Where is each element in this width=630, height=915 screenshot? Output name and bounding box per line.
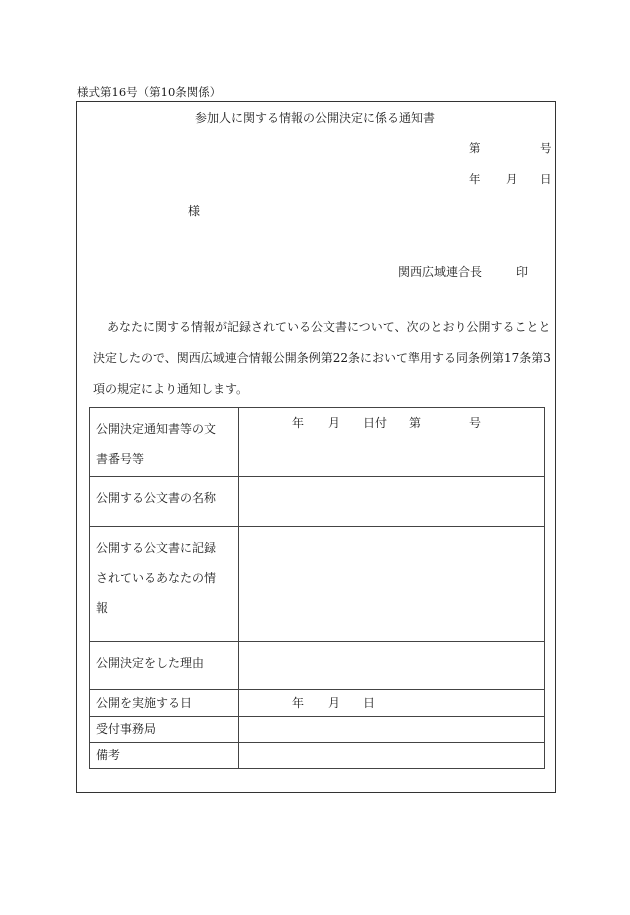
row-label: 公開する公文書の名称 [90, 477, 239, 527]
document-title: 参加人に関する情報の公開決定に係る通知書 [194, 111, 435, 125]
date-year: 年 [469, 172, 481, 186]
body-line-1: あなたに関する情報が記録されている公文書について、次のとおり公開することと [107, 320, 551, 334]
table-row-reason [90, 642, 545, 690]
value-year: 年 [292, 416, 305, 430]
row-value-empty [239, 527, 545, 642]
value-dai: 第 [409, 416, 422, 430]
row-label: 備考 [90, 743, 239, 769]
row-label: 公開決定通知書等の文 書番号等 [90, 408, 239, 477]
row-value-empty [239, 477, 545, 527]
row-value-empty [239, 642, 545, 690]
row-label: 公開決定をした理由 [90, 642, 239, 690]
table-row-remarks [90, 743, 545, 769]
date-day: 日 [540, 172, 552, 186]
row-value-document-number [239, 408, 545, 477]
row-label: 受付事務局 [90, 717, 239, 743]
body-line-2: 決定したので、関西広域連合情報公開条例第22条において準用する同条例第17条第3 [93, 351, 551, 365]
addressee-sama: 様 [188, 204, 201, 218]
notice-body [93, 312, 551, 405]
table-row-document-number [90, 408, 545, 477]
date-month: 月 [506, 172, 518, 186]
number-go: 号 [540, 141, 552, 155]
form-number-label: 様式第16号（第10条関係） [77, 85, 222, 99]
row-value-empty [239, 743, 545, 769]
value-go: 号 [469, 416, 482, 430]
row-label: 公開を実施する日 [90, 690, 239, 717]
table-row-document-name [90, 477, 545, 527]
issuer-seal: 印 [516, 265, 529, 279]
table-row-recorded-info [90, 527, 545, 642]
issuer-name: 関西広域連合長 [398, 265, 483, 279]
value-year: 年 [292, 696, 305, 710]
value-month: 月 [328, 416, 341, 430]
value-month: 月 [328, 696, 341, 710]
value-day: 日 [363, 696, 376, 710]
row-value-disclosure-date [239, 690, 545, 717]
number-dai: 第 [469, 141, 481, 155]
notice-detail-table [89, 407, 545, 769]
row-value-empty [239, 717, 545, 743]
table-row-office [90, 717, 545, 743]
body-line-3: 項の規定により通知します。 [93, 382, 249, 396]
table-row-disclosure-date [90, 690, 545, 717]
value-date-suffix: 日付 [363, 416, 388, 430]
row-label: 公開する公文書に記録 されているあなたの情 報 [90, 527, 239, 642]
